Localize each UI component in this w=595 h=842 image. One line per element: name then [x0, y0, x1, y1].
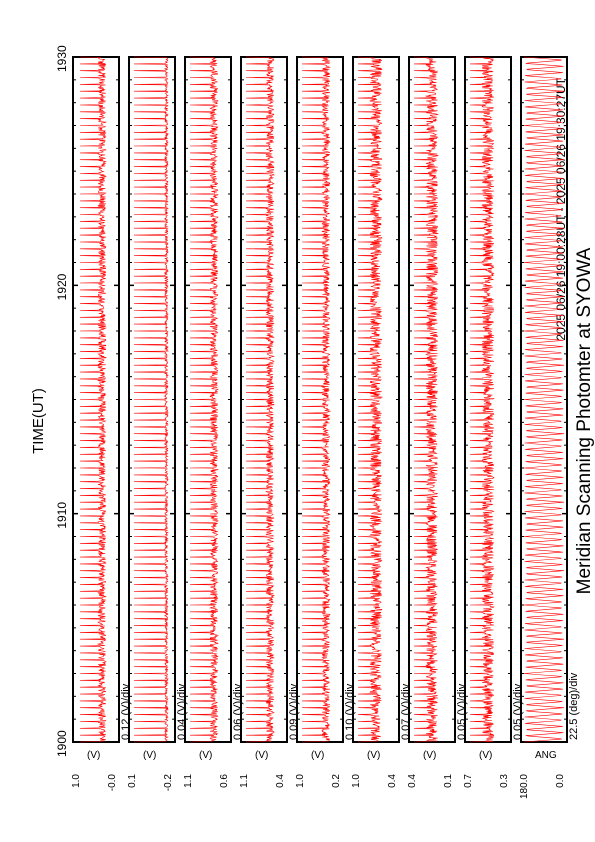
panel-scale-label: 22.5 (deg)/div: [568, 672, 580, 740]
y-max-label: 0.1: [127, 774, 138, 788]
channel-label: ANG: [535, 750, 557, 761]
channel-label: (V): [423, 750, 437, 761]
channel-label: (V): [199, 750, 213, 761]
channel-label: (V): [87, 750, 101, 761]
y-min-label: 0.2: [331, 774, 342, 788]
y-max-label: 1.1: [183, 774, 194, 788]
x-tick-label: 1910: [55, 501, 69, 529]
y-min-label: -0.0: [107, 774, 118, 792]
series-line: [190, 57, 218, 742]
series-line: [246, 57, 274, 742]
series-line: [134, 57, 168, 742]
channel-label: (V): [255, 750, 269, 761]
x-tick-label: 1920: [55, 273, 69, 301]
panel-scale-label: 0.09 (V)/div: [288, 683, 300, 740]
y-max-label: 0.7: [463, 774, 474, 788]
x-tick-label: 1900: [55, 730, 69, 757]
channel-label: (V): [479, 750, 493, 761]
y-min-label: -0.2: [163, 774, 174, 792]
series-line: [80, 57, 106, 742]
x-tick-label: 1930: [55, 45, 69, 72]
y-max-label: 1.1: [239, 774, 250, 788]
panel-scale-label: 0.05 (V)/div: [512, 683, 524, 740]
channel-label: (V): [311, 750, 325, 761]
panel-scale-label: 0.10 (V)/div: [344, 683, 356, 740]
series-line: [524, 57, 564, 742]
channel-label: (V): [367, 750, 381, 761]
y-max-label: 1.0: [71, 774, 82, 788]
y-max-label: 180.0: [519, 774, 530, 800]
time-range: 2025 06/26 19:00:28UT - 2025 06/26 19:30:27UT: [554, 78, 568, 341]
panel-scale-label: 0.12 (V)/div: [120, 683, 132, 740]
y-min-label: 0.0: [555, 774, 566, 788]
series-line: [414, 57, 438, 742]
series-line: [302, 57, 330, 742]
y-max-label: 0.4: [407, 774, 418, 788]
panel-scale-label: 0.06 (V)/div: [232, 683, 244, 740]
panel-scale-label: 0.05 (V)/div: [456, 683, 468, 740]
x-axis-title: TIME(UT): [30, 388, 47, 454]
y-max-label: 1.0: [295, 774, 306, 788]
panel-scale-label: 0.07 (V)/div: [400, 683, 412, 740]
channel-label: (V): [143, 750, 157, 761]
series-line: [358, 57, 382, 742]
y-max-label: 1.0: [351, 774, 362, 788]
chart-title: Meridian Scanning Photomter at SYOWA: [574, 247, 595, 595]
y-min-label: 0.1: [443, 774, 454, 788]
y-min-label: 0.6: [219, 774, 230, 788]
y-min-label: 0.4: [387, 774, 398, 788]
y-min-label: 0.4: [275, 774, 286, 788]
panel-scale-label: 0.04 (V)/div: [176, 683, 188, 740]
y-min-label: 0.3: [499, 774, 510, 788]
series-line: [470, 57, 494, 742]
